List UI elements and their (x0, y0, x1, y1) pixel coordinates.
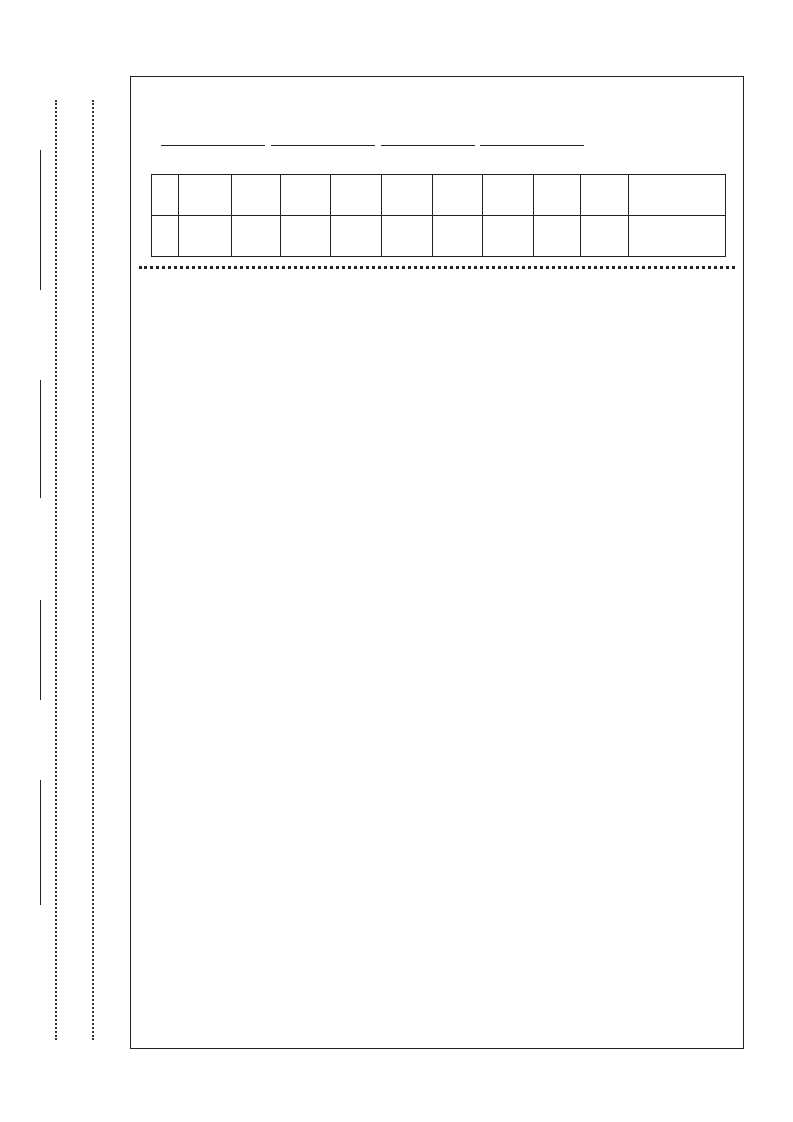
score-cell[interactable] (281, 216, 331, 257)
question-4-options (139, 527, 737, 549)
score-table-score-row (152, 216, 726, 257)
score-cell[interactable] (331, 216, 382, 257)
question-4 (139, 495, 737, 517)
question-7 (139, 690, 737, 712)
major-class-field[interactable] (271, 133, 375, 146)
question-3 (139, 430, 737, 452)
reviewer-sign-blank (40, 380, 41, 498)
score-cell[interactable] (433, 216, 483, 257)
question-7-options (139, 722, 737, 744)
col-header (483, 175, 534, 216)
score-cell-total[interactable] (581, 216, 629, 257)
question-8-options (139, 787, 737, 809)
question-5-options (139, 592, 737, 614)
score-table-header-row (152, 175, 726, 216)
question-2 (139, 365, 737, 387)
student-info-row (161, 133, 586, 149)
name-field[interactable] (480, 133, 584, 146)
college-field[interactable] (161, 133, 265, 146)
score-cell[interactable] (483, 216, 534, 257)
question-10 (139, 885, 737, 907)
col-header (331, 175, 382, 216)
binding-dotted-line-inner (92, 100, 94, 1040)
question-8 (139, 755, 737, 777)
question-6 (139, 625, 737, 647)
question-5 (139, 560, 737, 582)
paper-maker-sign-blank (40, 780, 41, 905)
score-cell[interactable] (232, 216, 281, 257)
col-header-grader (629, 175, 726, 216)
score-cell[interactable] (382, 216, 433, 257)
col-header (534, 175, 581, 216)
question-6-options (139, 657, 737, 679)
review-date-blank (40, 150, 41, 290)
score-cell[interactable] (179, 216, 232, 257)
question-9 (139, 820, 737, 842)
col-header (382, 175, 433, 216)
score-cell[interactable] (534, 216, 581, 257)
col-header (179, 175, 232, 216)
score-cell-grader[interactable] (629, 216, 726, 257)
col-header (281, 175, 331, 216)
questions-area (139, 290, 737, 918)
score-table (151, 174, 726, 257)
question-1 (139, 300, 737, 322)
exam-frame (130, 76, 744, 1049)
col-header-total (581, 175, 629, 216)
section-divider (139, 266, 735, 269)
question-2-options (139, 397, 737, 419)
row-header-question (152, 175, 179, 216)
student-id-field[interactable] (381, 133, 475, 146)
row-header-score (152, 216, 179, 257)
question-3-options (139, 462, 737, 484)
question-1-options (139, 332, 737, 354)
binding-dotted-line-outer (55, 100, 57, 1040)
question-9-options (139, 852, 737, 874)
col-header (433, 175, 483, 216)
paper-date-blank (40, 600, 41, 700)
col-header (232, 175, 281, 216)
